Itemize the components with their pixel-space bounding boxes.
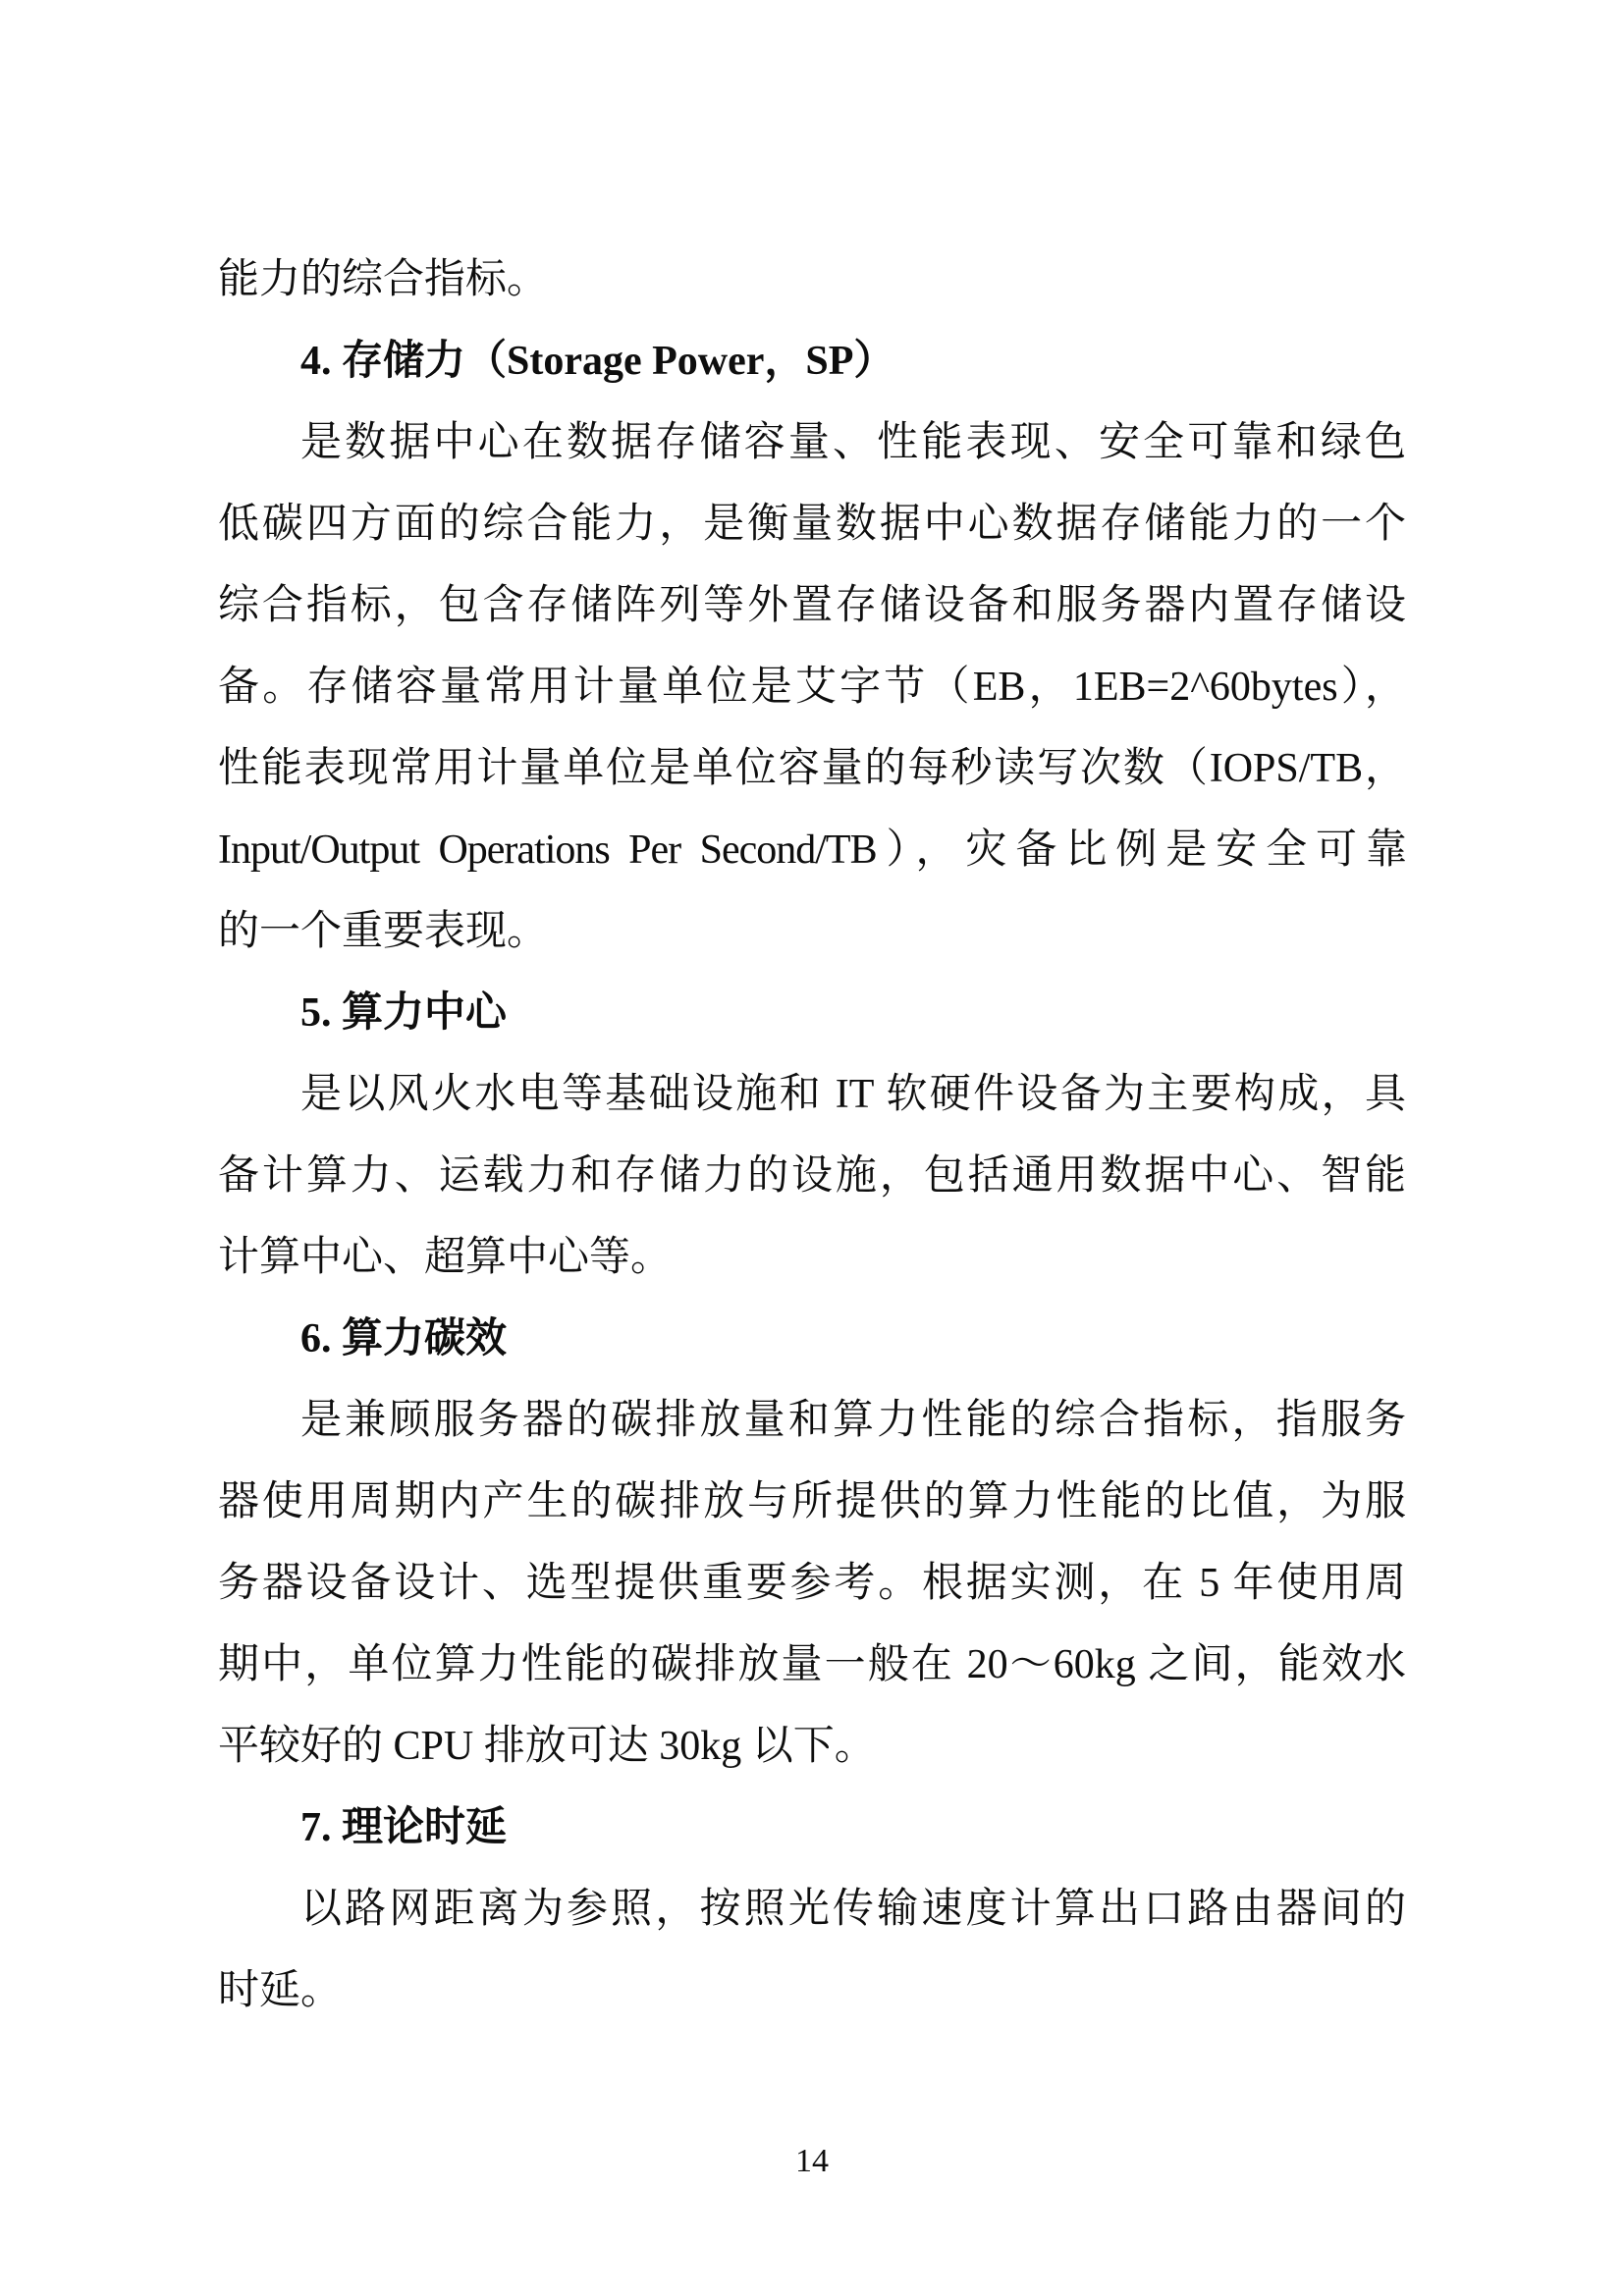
section-6-heading: 6. 算力碳效 (300, 1316, 508, 1362)
paragraph-line: 时延。 (218, 1968, 343, 2013)
paragraph-line: 以路网距离为参照，按照光传输速度计算出口路由器间的 (300, 1887, 1406, 1932)
paragraph-line: 务器设备设计、选型提供重要参考。根据实测，在 5 年使用周 (218, 1561, 1406, 1606)
paragraph-line: 是以风火水电等基础设施和 IT 软硬件设备为主要构成，具 (300, 1072, 1406, 1117)
paragraph-line: 备计算力、运载力和存储力的设施，包括通用数据中心、智能 (218, 1153, 1406, 1199)
section-5-heading: 5. 算力中心 (300, 990, 508, 1036)
paragraph-line: 备。存储容量常用计量单位是艾字节（EB，1EB=2^60bytes）， (218, 665, 1406, 710)
paragraph-line: 性能表现常用计量单位是单位容量的每秒读写次数（IOPS/TB， (218, 746, 1406, 791)
paragraph-line: 低碳四方面的综合能力，是衡量数据中心数据存储能力的一个 (218, 502, 1406, 547)
paragraph-line: Input/Output Operations Per Second/TB），灾备比例是安全可靠 (218, 828, 1406, 873)
section-4-heading: 4. 存储力（Storage Power，SP） (300, 339, 895, 384)
paragraph-line: 器使用周期内产生的碳排放与所提供的算力性能的比值，为服 (218, 1479, 1406, 1524)
paragraph-line: 是数据中心在数据存储容量、性能表现、安全可靠和绿色 (300, 420, 1406, 465)
paragraph-line: 的一个重要表现。 (218, 909, 549, 954)
paragraph-line: 平较好的 CPU 排放可达 30kg 以下。 (218, 1724, 876, 1769)
paragraph-line: 综合指标，包含存储阵列等外置存储设备和服务器内置存储设 (218, 583, 1406, 628)
paragraph-line: 是兼顾服务器的碳排放量和算力性能的综合指标，指服务 (300, 1398, 1406, 1443)
page-body-text (218, 240, 1406, 2032)
paragraph-line: 期中，单位算力性能的碳排放量一般在 20～60kg 之间，能效水 (218, 1642, 1406, 1687)
section-7-heading: 7. 理论时延 (300, 1805, 508, 1850)
page-number: 14 (795, 2143, 829, 2179)
paragraph-line: 能力的综合指标。 (218, 257, 549, 302)
paragraph-line: 计算中心、超算中心等。 (218, 1235, 673, 1280)
